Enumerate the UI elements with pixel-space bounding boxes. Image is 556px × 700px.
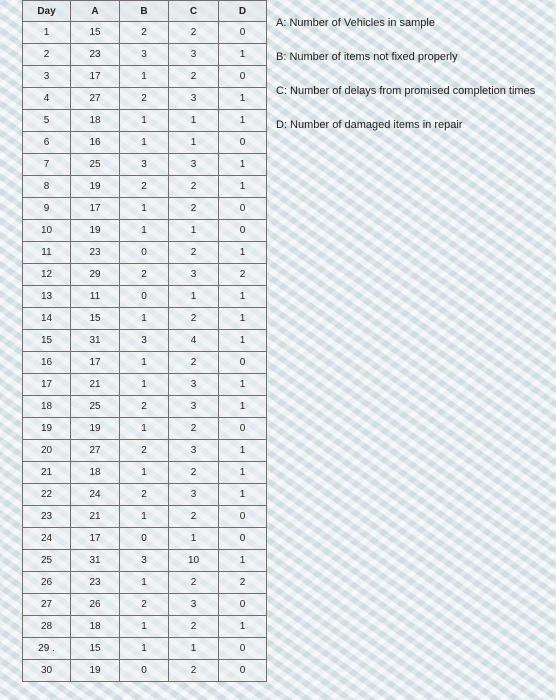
cell-c: 3 bbox=[169, 594, 219, 616]
table-row bbox=[23, 22, 267, 44]
data-table bbox=[22, 0, 267, 682]
cell-d: 2 bbox=[219, 572, 267, 594]
cell-c: 1 bbox=[169, 132, 219, 154]
cell-b: 1 bbox=[120, 572, 169, 594]
cell-c: 1 bbox=[169, 110, 219, 132]
cell-d: 1 bbox=[219, 242, 267, 264]
cell-day: 8 bbox=[23, 176, 71, 198]
cell-a: 19 bbox=[71, 418, 120, 440]
cell-day: 3 bbox=[23, 66, 71, 88]
table-row bbox=[23, 352, 267, 374]
legend-item-a: A: Number of Vehicles in sample bbox=[276, 17, 435, 29]
cell-c: 2 bbox=[169, 242, 219, 264]
cell-a: 23 bbox=[71, 572, 120, 594]
cell-b: 1 bbox=[120, 638, 169, 660]
cell-b: 1 bbox=[120, 132, 169, 154]
cell-c: 3 bbox=[169, 484, 219, 506]
cell-a: 17 bbox=[71, 352, 120, 374]
cell-b: 2 bbox=[120, 484, 169, 506]
cell-day: 23 bbox=[23, 506, 71, 528]
table-row bbox=[23, 330, 267, 352]
table-row bbox=[23, 198, 267, 220]
cell-d: 1 bbox=[219, 154, 267, 176]
cell-c: 2 bbox=[169, 616, 219, 638]
cell-day: 26 bbox=[23, 572, 71, 594]
cell-day: 6 bbox=[23, 132, 71, 154]
cell-day: 22 bbox=[23, 484, 71, 506]
cell-b: 2 bbox=[120, 264, 169, 286]
cell-a: 31 bbox=[71, 550, 120, 572]
cell-c: 2 bbox=[169, 22, 219, 44]
cell-d: 0 bbox=[219, 22, 267, 44]
table-row bbox=[23, 374, 267, 396]
cell-a: 27 bbox=[71, 440, 120, 462]
cell-b: 1 bbox=[120, 198, 169, 220]
cell-b: 1 bbox=[120, 352, 169, 374]
cell-c: 2 bbox=[169, 198, 219, 220]
cell-a: 31 bbox=[71, 330, 120, 352]
cell-a: 23 bbox=[71, 44, 120, 66]
cell-b: 1 bbox=[120, 616, 169, 638]
cell-day: 11 bbox=[23, 242, 71, 264]
cell-b: 2 bbox=[120, 176, 169, 198]
cell-b: 2 bbox=[120, 396, 169, 418]
cell-d: 1 bbox=[219, 110, 267, 132]
cell-a: 15 bbox=[71, 638, 120, 660]
cell-d: 0 bbox=[219, 352, 267, 374]
cell-b: 1 bbox=[120, 220, 169, 242]
cell-d: 0 bbox=[219, 220, 267, 242]
cell-d: 1 bbox=[219, 44, 267, 66]
column-header-a: A bbox=[71, 1, 120, 22]
cell-c: 1 bbox=[169, 220, 219, 242]
table-row bbox=[23, 418, 267, 440]
cell-d: 0 bbox=[219, 594, 267, 616]
cell-day: 9 bbox=[23, 198, 71, 220]
table-row bbox=[23, 286, 267, 308]
header-row bbox=[23, 1, 267, 22]
table-row bbox=[23, 484, 267, 506]
cell-d: 1 bbox=[219, 88, 267, 110]
cell-d: 1 bbox=[219, 550, 267, 572]
table-row bbox=[23, 44, 267, 66]
legend bbox=[276, 16, 556, 152]
cell-c: 2 bbox=[169, 176, 219, 198]
table-row bbox=[23, 154, 267, 176]
table-body bbox=[23, 22, 267, 682]
cell-c: 2 bbox=[169, 66, 219, 88]
legend-item-c: C: Number of delays from promised completion times bbox=[276, 85, 536, 97]
table-row bbox=[23, 594, 267, 616]
cell-day: 17 bbox=[23, 374, 71, 396]
cell-c: 2 bbox=[169, 660, 219, 682]
table-row bbox=[23, 88, 267, 110]
cell-c: 1 bbox=[169, 528, 219, 550]
cell-a: 17 bbox=[71, 66, 120, 88]
cell-d: 1 bbox=[219, 308, 267, 330]
cell-b: 1 bbox=[120, 506, 169, 528]
cell-c: 2 bbox=[169, 506, 219, 528]
cell-c: 2 bbox=[169, 308, 219, 330]
cell-a: 25 bbox=[71, 396, 120, 418]
cell-b: 3 bbox=[120, 154, 169, 176]
cell-d: 1 bbox=[219, 462, 267, 484]
cell-c: 3 bbox=[169, 44, 219, 66]
cell-day: 20 bbox=[23, 440, 71, 462]
cell-d: 1 bbox=[219, 616, 267, 638]
cell-day: 7 bbox=[23, 154, 71, 176]
table-row bbox=[23, 110, 267, 132]
cell-day: 14 bbox=[23, 308, 71, 330]
cell-a: 19 bbox=[71, 220, 120, 242]
cell-d: 1 bbox=[219, 374, 267, 396]
cell-c: 1 bbox=[169, 286, 219, 308]
cell-b: 2 bbox=[120, 22, 169, 44]
cell-c: 3 bbox=[169, 154, 219, 176]
cell-c: 3 bbox=[169, 264, 219, 286]
column-header-b: B bbox=[120, 1, 169, 22]
cell-a: 29 bbox=[71, 264, 120, 286]
cell-b: 1 bbox=[120, 374, 169, 396]
cell-c: 2 bbox=[169, 418, 219, 440]
cell-a: 23 bbox=[71, 242, 120, 264]
table-row bbox=[23, 264, 267, 286]
column-header-d: D bbox=[219, 1, 267, 22]
legend-item-d: D: Number of damaged items in repair bbox=[276, 119, 463, 131]
cell-a: 18 bbox=[71, 616, 120, 638]
cell-b: 2 bbox=[120, 594, 169, 616]
cell-day: 24 bbox=[23, 528, 71, 550]
cell-d: 1 bbox=[219, 330, 267, 352]
table-row bbox=[23, 132, 267, 154]
cell-b: 3 bbox=[120, 44, 169, 66]
cell-a: 24 bbox=[71, 484, 120, 506]
table-row bbox=[23, 440, 267, 462]
table-row bbox=[23, 242, 267, 264]
cell-a: 17 bbox=[71, 198, 120, 220]
cell-day: 1 bbox=[23, 22, 71, 44]
column-header-c: C bbox=[169, 1, 219, 22]
cell-a: 18 bbox=[71, 462, 120, 484]
cell-d: 0 bbox=[219, 638, 267, 660]
table-row bbox=[23, 176, 267, 198]
data-sheet bbox=[22, 0, 267, 682]
cell-a: 17 bbox=[71, 528, 120, 550]
cell-day: 10 bbox=[23, 220, 71, 242]
cell-day: 12 bbox=[23, 264, 71, 286]
cell-day: 15 bbox=[23, 330, 71, 352]
cell-day: 19 bbox=[23, 418, 71, 440]
cell-d: 1 bbox=[219, 440, 267, 462]
cell-day: 21 bbox=[23, 462, 71, 484]
table-row bbox=[23, 66, 267, 88]
table-row bbox=[23, 462, 267, 484]
cell-a: 21 bbox=[71, 374, 120, 396]
cell-d: 0 bbox=[219, 66, 267, 88]
cell-b: 1 bbox=[120, 110, 169, 132]
cell-day: 29 . bbox=[23, 638, 71, 660]
cell-day: 2 bbox=[23, 44, 71, 66]
cell-b: 3 bbox=[120, 550, 169, 572]
cell-d: 0 bbox=[219, 198, 267, 220]
cell-d: 2 bbox=[219, 264, 267, 286]
cell-d: 1 bbox=[219, 286, 267, 308]
cell-b: 1 bbox=[120, 418, 169, 440]
cell-a: 26 bbox=[71, 594, 120, 616]
cell-c: 10 bbox=[169, 550, 219, 572]
cell-b: 1 bbox=[120, 462, 169, 484]
cell-a: 19 bbox=[71, 660, 120, 682]
legend-item-b: B: Number of items not fixed properly bbox=[276, 51, 458, 63]
cell-b: 1 bbox=[120, 308, 169, 330]
cell-day: 5 bbox=[23, 110, 71, 132]
cell-day: 27 bbox=[23, 594, 71, 616]
table-row bbox=[23, 528, 267, 550]
cell-d: 0 bbox=[219, 418, 267, 440]
cell-b: 0 bbox=[120, 286, 169, 308]
cell-a: 15 bbox=[71, 22, 120, 44]
cell-d: 1 bbox=[219, 176, 267, 198]
cell-c: 1 bbox=[169, 638, 219, 660]
cell-a: 15 bbox=[71, 308, 120, 330]
cell-c: 3 bbox=[169, 374, 219, 396]
cell-day: 30 bbox=[23, 660, 71, 682]
cell-a: 11 bbox=[71, 286, 120, 308]
cell-day: 13 bbox=[23, 286, 71, 308]
cell-c: 4 bbox=[169, 330, 219, 352]
cell-b: 2 bbox=[120, 88, 169, 110]
cell-day: 16 bbox=[23, 352, 71, 374]
table-row bbox=[23, 220, 267, 242]
cell-c: 2 bbox=[169, 572, 219, 594]
column-header-day: Day bbox=[23, 1, 71, 22]
cell-b: 0 bbox=[120, 528, 169, 550]
cell-a: 16 bbox=[71, 132, 120, 154]
cell-a: 18 bbox=[71, 110, 120, 132]
table-row bbox=[23, 638, 267, 660]
cell-b: 0 bbox=[120, 242, 169, 264]
cell-d: 0 bbox=[219, 528, 267, 550]
table-row bbox=[23, 572, 267, 594]
table-row bbox=[23, 308, 267, 330]
table-row bbox=[23, 660, 267, 682]
cell-a: 27 bbox=[71, 88, 120, 110]
cell-d: 0 bbox=[219, 506, 267, 528]
cell-b: 1 bbox=[120, 66, 169, 88]
cell-a: 25 bbox=[71, 154, 120, 176]
cell-b: 3 bbox=[120, 330, 169, 352]
cell-c: 3 bbox=[169, 440, 219, 462]
cell-b: 0 bbox=[120, 660, 169, 682]
cell-day: 18 bbox=[23, 396, 71, 418]
cell-day: 28 bbox=[23, 616, 71, 638]
cell-c: 2 bbox=[169, 352, 219, 374]
table-row bbox=[23, 396, 267, 418]
cell-day: 4 bbox=[23, 88, 71, 110]
cell-d: 0 bbox=[219, 132, 267, 154]
cell-c: 3 bbox=[169, 396, 219, 418]
cell-c: 3 bbox=[169, 88, 219, 110]
cell-a: 19 bbox=[71, 176, 120, 198]
cell-d: 1 bbox=[219, 396, 267, 418]
cell-d: 0 bbox=[219, 660, 267, 682]
cell-d: 1 bbox=[219, 484, 267, 506]
table-row bbox=[23, 550, 267, 572]
table-row bbox=[23, 616, 267, 638]
cell-a: 21 bbox=[71, 506, 120, 528]
cell-b: 2 bbox=[120, 440, 169, 462]
cell-day: 25 bbox=[23, 550, 71, 572]
table-row bbox=[23, 506, 267, 528]
cell-c: 2 bbox=[169, 462, 219, 484]
